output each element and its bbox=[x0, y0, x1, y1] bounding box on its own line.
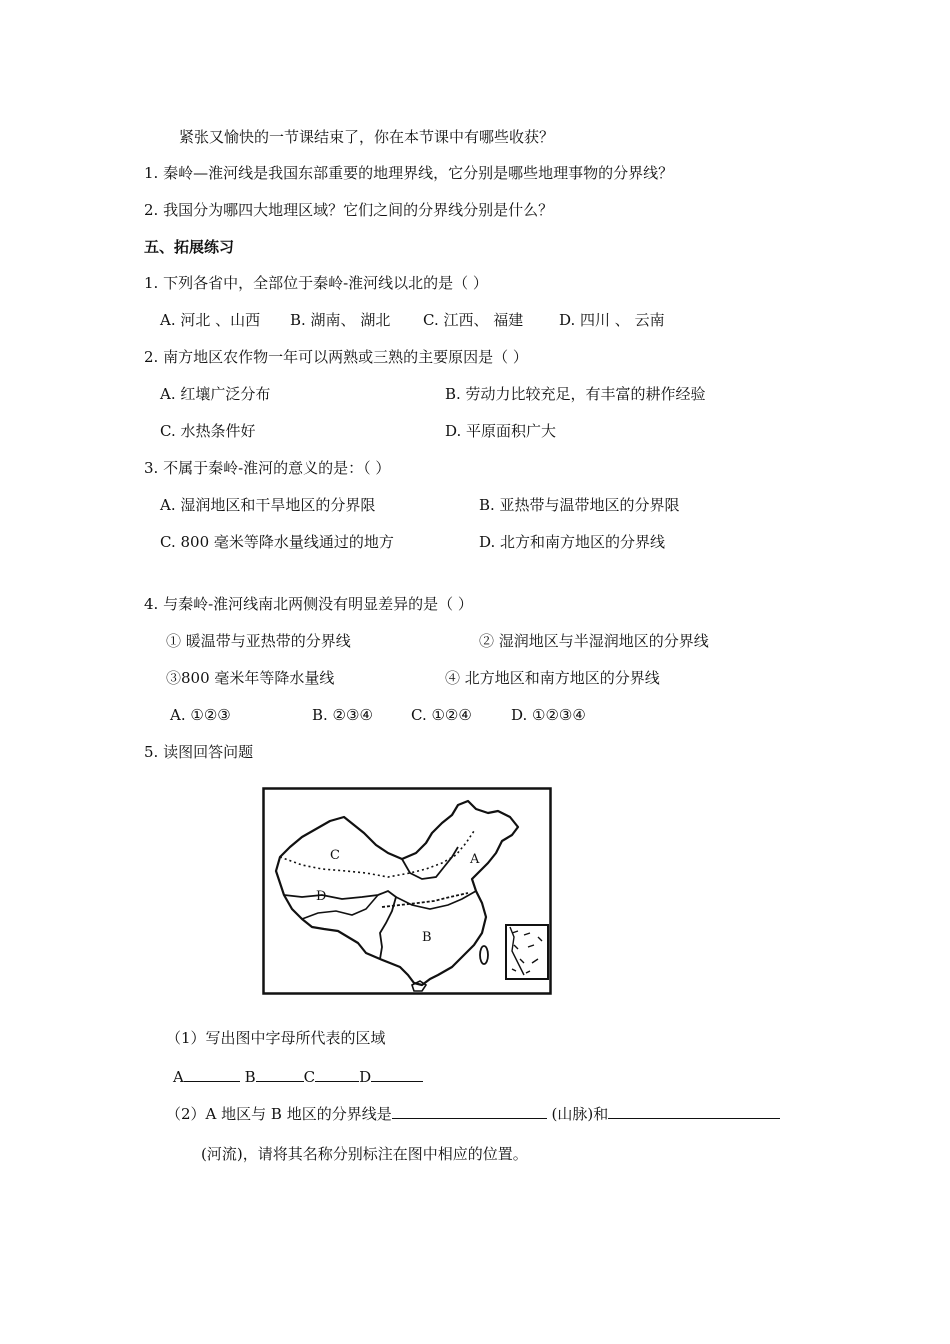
q5-sub2-part1: （2）A 地区与 B 地区的分界线是 bbox=[166, 1105, 392, 1123]
q4-statement-3: ③800 毫米年等降水量线 bbox=[166, 669, 335, 687]
q4-statement-1: ① 暖温带与亚热带的分界线 bbox=[166, 632, 351, 650]
q3-option-a: A. 湿润地区和干旱地区的分界限 bbox=[160, 496, 376, 514]
river-blank-line[interactable] bbox=[608, 1103, 780, 1119]
q4-option-a: A. ①②③ bbox=[170, 706, 231, 724]
blank-c-line[interactable] bbox=[315, 1066, 359, 1082]
q5-sub2-row bbox=[166, 1103, 780, 1124]
blank-d-label: D bbox=[359, 1068, 372, 1086]
q2-option-d: D. 平原面积广大 bbox=[445, 422, 557, 440]
q2-stem: 2. 南方地区农作物一年可以两熟或三熟的主要原因是（ ） bbox=[144, 348, 528, 366]
q5-sub2-cont: (河流)，请将其名称分别标注在图中相应的位置。 bbox=[201, 1145, 528, 1163]
map-label-d: D bbox=[316, 889, 327, 904]
q5-stem: 5. 读图回答问题 bbox=[144, 743, 254, 761]
mountain-blank-line[interactable] bbox=[392, 1103, 547, 1119]
map-label-c: C bbox=[330, 848, 340, 863]
blank-d-line[interactable] bbox=[371, 1066, 423, 1082]
q5-blanks-row bbox=[173, 1066, 423, 1087]
blank-a-line[interactable] bbox=[184, 1066, 240, 1082]
blank-a-label: A bbox=[173, 1068, 184, 1086]
q4-statement-2: ② 湿润地区与半湿润地区的分界线 bbox=[479, 632, 709, 650]
q5-sub2-part2: (山脉)和 bbox=[546, 1105, 609, 1123]
q1-option-a: A. 河北 、山西 bbox=[160, 311, 261, 329]
blank-c-label: C bbox=[303, 1068, 316, 1086]
map-label-b: B bbox=[422, 930, 432, 945]
q1-option-c: C. 江西、 福建 bbox=[423, 311, 524, 329]
q5-sub1: （1）写出图中字母所代表的区域 bbox=[166, 1029, 386, 1047]
blank-b-line[interactable] bbox=[256, 1066, 304, 1082]
q1-stem: 1. 下列各省中，全部位于秦岭-淮河线以北的是（ ） bbox=[144, 274, 488, 292]
q1-option-b: B. 湖南、 湖北 bbox=[290, 311, 391, 329]
q3-option-d: D. 北方和南方地区的分界线 bbox=[479, 533, 666, 551]
q2-option-a: A. 红壤广泛分布 bbox=[160, 385, 271, 403]
section-title: 五、拓展练习 bbox=[144, 238, 235, 256]
reflect-question-1: 1. 秦岭—淮河线是我国东部重要的地理界线，它分别是哪些地理事物的分界线？ bbox=[144, 164, 674, 182]
q4-stem: 4. 与秦岭-淮河线南北两侧没有明显差异的是（ ） bbox=[144, 595, 473, 613]
intro-text: 紧张又愉快的一节课结束了，你在本节课中有哪些收获？ bbox=[179, 128, 555, 146]
q4-option-b: B. ②③④ bbox=[312, 706, 373, 724]
blank-b-label: B bbox=[244, 1068, 256, 1086]
reflect-question-2: 2. 我国分为哪四大地理区域？它们之间的分界线分别是什么？ bbox=[144, 201, 554, 219]
map-label-a: A bbox=[470, 852, 480, 867]
q2-option-b: B. 劳动力比较充足，有丰富的耕作经验 bbox=[445, 385, 706, 403]
q1-option-d: D. 四川 、 云南 bbox=[559, 311, 665, 329]
q4-statement-4: ④ 北方地区和南方地区的分界线 bbox=[445, 669, 660, 687]
q3-stem: 3. 不属于秦岭-淮河的意义的是：（ ） bbox=[144, 459, 391, 477]
china-region-map bbox=[262, 787, 552, 995]
q3-option-b: B. 亚热带与温带地区的分界限 bbox=[479, 496, 680, 514]
q3-option-c: C. 800 毫米等降水量线通过的地方 bbox=[160, 533, 394, 551]
q2-option-c: C. 水热条件好 bbox=[160, 422, 256, 440]
q4-option-c: C. ①②④ bbox=[411, 706, 472, 724]
q4-option-d: D. ①②③④ bbox=[511, 706, 586, 724]
